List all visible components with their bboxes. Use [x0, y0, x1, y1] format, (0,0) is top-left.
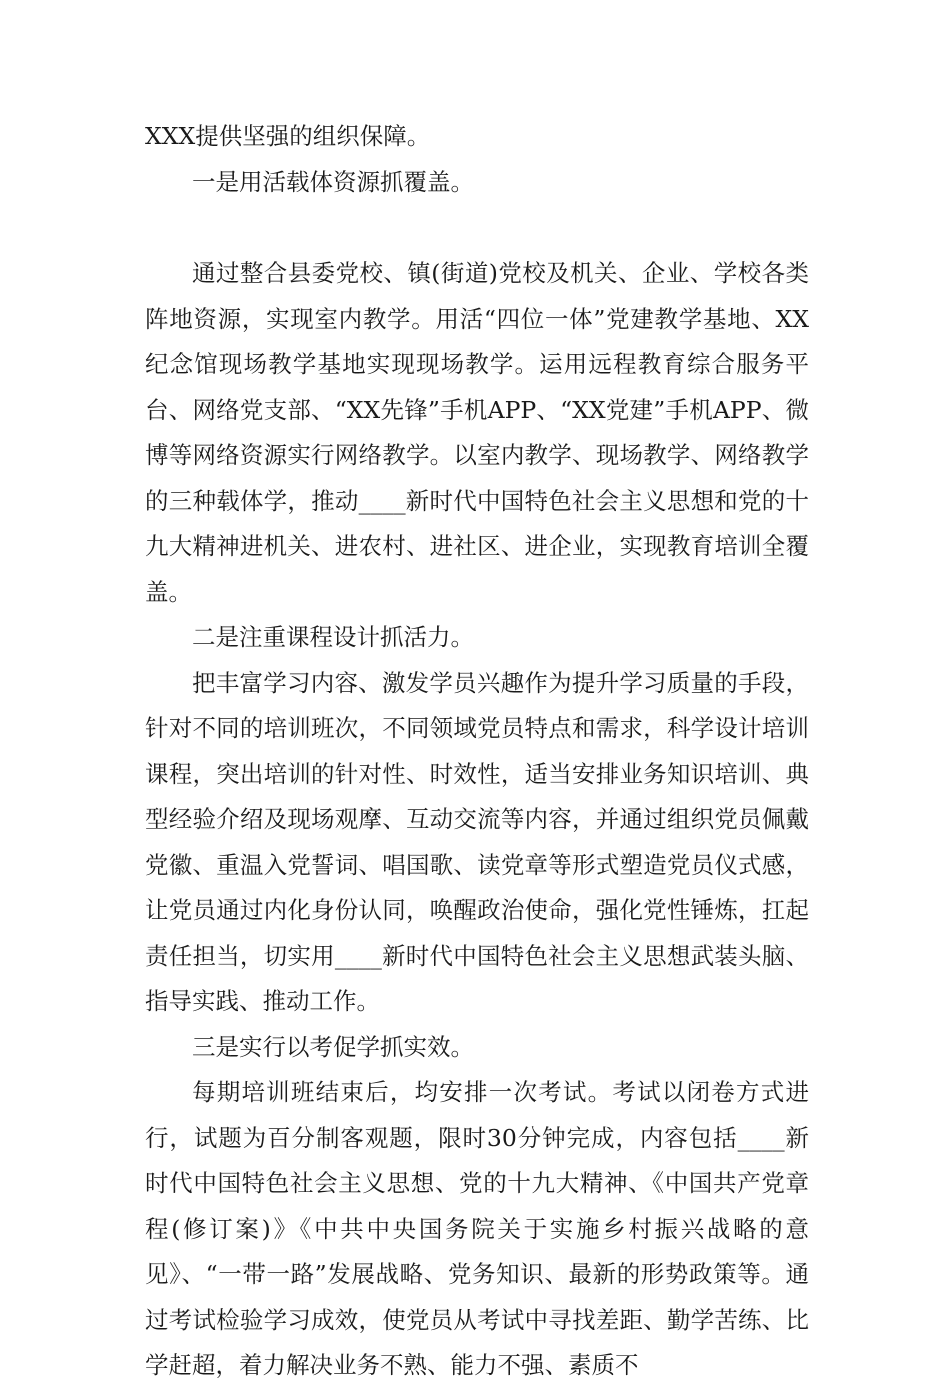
- paragraph-section-2: 把丰富学习内容、激发学员兴趣作为提升学习质量的手段，针对不同的培训班次，不同领域党员特点和需求，科学设计培训课程，突出培训的针对性、时效性，适当安排业务知识培训、典型经验介绍及现场观摩、互动交流等内容，并通过组织党员佩戴党徽、重温入党誓词、唱国歌、读党章等形式塑造党员仪式感，让党员通过内化身份认同，唤醒政治使命，强化党性锤炼，扛起责任担当，切实用____新时代中国特色社会主义思想武装头脑、指导实践、推动工作。: [145, 668, 809, 1015]
- document-body: [145, 114, 809, 1389]
- section-heading-1: 一是用活载体资源抓覆盖。: [192, 167, 474, 196]
- section-heading-2: 二是注重课程设计抓活力。: [192, 623, 474, 651]
- paragraph-section-1: 通过整合县委党校、镇(街道)党校及机关、企业、学校各类阵地资源，实现室内教学。用活“四位一体”党建教学基地、XX纪念馆现场教学基地实现现场教学。运用远程教育综合服务平台、网络党支部、“XX先锋”手机APP、“XX党建”手机APP、微博等网络资源实行网络教学。以室内教学、现场教学、网络教学的三种载体学，推动____新时代中国特色社会主义思想和党的十九大精神进机关、进农村、进社区、进企业，实现教育培训全覆盖。: [145, 259, 809, 606]
- paragraph-continuation: XXX提供坚强的组织保障。: [145, 122, 431, 150]
- section-heading-3: 三是实行以考促学抓实效。: [192, 1032, 474, 1061]
- blank-line: [145, 205, 809, 251]
- paragraph-section-3: 每期培训班结束后，均安排一次考试。考试以闭卷方式进行，试题为百分制客观题，限时30分钟完成，内容包括____新时代中国特色社会主义思想、党的十九大精神、《中国共产党章程(修订案)》《中共中央国务院关于实施乡村振兴战略的意见》、“一带一路”发展战略、党务知识、最新的形势政策等。通过考试检验学习成效，使党员从考试中寻找差距、勤学苦练、比学赶超，着力解决业务不熟、能力不强、素质不: [145, 1078, 809, 1379]
